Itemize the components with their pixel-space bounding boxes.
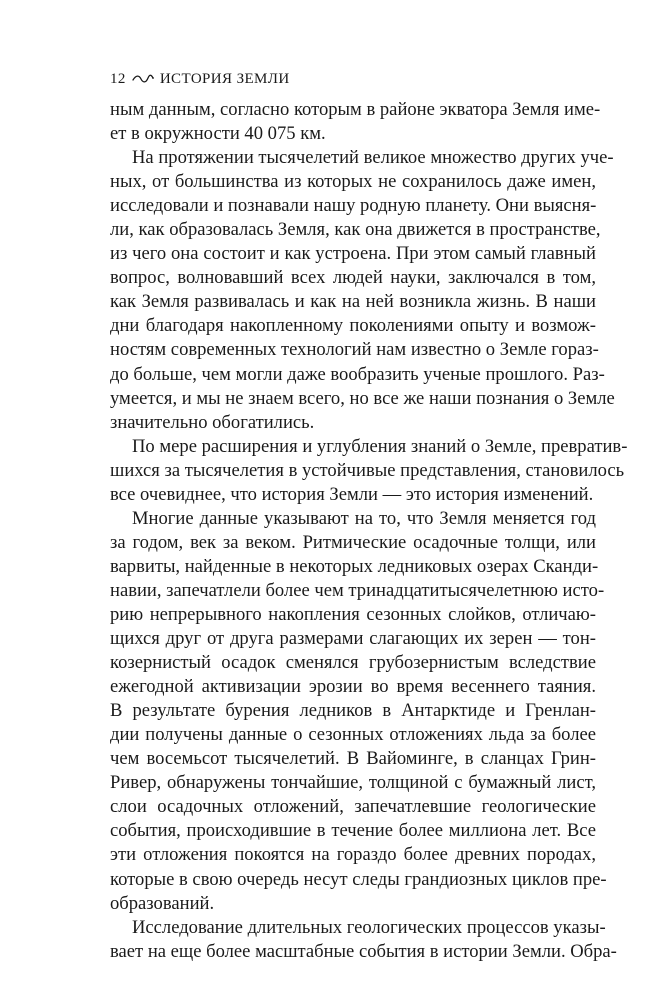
text-line: рию непрерывного накопления сезонных слойков, отличаю- xyxy=(110,603,596,625)
text-line: ным данным, согласно которым в районе экватора Земля име- xyxy=(110,99,601,120)
text-line: В результате бурения ледников в Антарктиде и Гренлан- xyxy=(110,700,596,722)
text-line: щихся друг от друга размерами слагающих их зерен — тон- xyxy=(110,628,596,650)
text-line: По мере расширения и углубления знаний о Земле, превратив- xyxy=(132,435,628,457)
paragraph xyxy=(110,146,615,435)
text-line: за годом, век за веком. Ритмические осадочные толщи, или xyxy=(110,531,596,553)
paragraph xyxy=(110,98,601,146)
text-line: эти отложения покоятся на гораздо более древних породах, xyxy=(110,844,596,866)
text-line: ет в окружности 40 075 км. xyxy=(110,123,326,145)
text-line: как Земля развивалась и как на ней возникла жизнь. В наши xyxy=(110,291,596,313)
text-line: варвиты, найденные в некоторых ледниковых озерах Сканди- xyxy=(110,555,599,577)
text-line: На протяжении тысячелетий великое множество других уче- xyxy=(132,147,614,169)
text-line: Исследование длительных геологических процессов указы- xyxy=(132,916,606,938)
text-line: навии, запечатлели более чем тринадцатитысячелетнюю исто- xyxy=(110,579,605,601)
paragraph xyxy=(110,916,617,964)
text-line: образований. xyxy=(110,892,215,914)
paragraph xyxy=(110,435,628,507)
text-line: ли, как образовалась Земля, как она движется в пространстве, xyxy=(110,219,601,241)
text-line: Многие данные указывают на то, что Земля меняется год xyxy=(132,507,596,529)
text-line: ежегодной активизации эрозии во время весеннего таяния. xyxy=(110,676,596,698)
text-line: все очевиднее, что история Земли — это история изменений. xyxy=(110,483,594,505)
text-line: слои осадочных отложений, запечатлевшие геологические xyxy=(110,796,596,818)
page-number: 12 xyxy=(110,70,126,87)
text-line: Ривер, обнаружены тончайшие, толщиной с бумажный лист, xyxy=(110,772,596,794)
text-line: ных, от большинства из которых не сохранилось даже имен, xyxy=(110,171,596,193)
text-line: дни благодаря накопленному поколениями опыту и возмож- xyxy=(110,315,596,337)
text-line: из чего она состоит и как устроена. При этом самый главный xyxy=(110,243,596,265)
text-line: события, происходившие в течение более миллиона лет. Все xyxy=(110,820,596,842)
text-line: умеется, и мы не знаем всего, но все же наши познания о Земле xyxy=(110,387,615,409)
text-line: исследовали и познавали нашу родную планету. Они выясня- xyxy=(110,195,597,217)
text-line: вает на еще более масштабные события в истории Земли. Обра- xyxy=(110,940,617,962)
text-line: чем восемьсот тысячелетий. В Вайоминге, в сланцах Грин- xyxy=(110,748,596,770)
paragraph xyxy=(110,507,607,916)
swash-ornament-icon xyxy=(132,74,154,84)
text-line: шихся за тысячелетия в устойчивые представления, становилось xyxy=(110,459,625,481)
text-line: вопрос, волновавший всех людей науки, заключался в том, xyxy=(110,267,596,289)
running-title: ИСТОРИЯ ЗЕМЛИ xyxy=(159,70,290,87)
text-line: дии получены данные о сезонных отложениях льда за более xyxy=(110,724,596,746)
text-line: до больше, чем могли даже вообразить ученые прошлого. Раз- xyxy=(110,363,605,385)
book-page xyxy=(110,68,628,964)
text-line: значительно обогатились. xyxy=(110,411,315,433)
text-line: ностям современных технологий нам известно о Земле гораз- xyxy=(110,339,599,361)
text-line: которые в свою очередь несут следы грандиозных циклов пре- xyxy=(110,868,607,890)
body-text xyxy=(110,98,628,964)
running-head xyxy=(110,68,596,90)
text-line: козернистый осадок сменялся грубозернистым вследствие xyxy=(110,652,596,674)
